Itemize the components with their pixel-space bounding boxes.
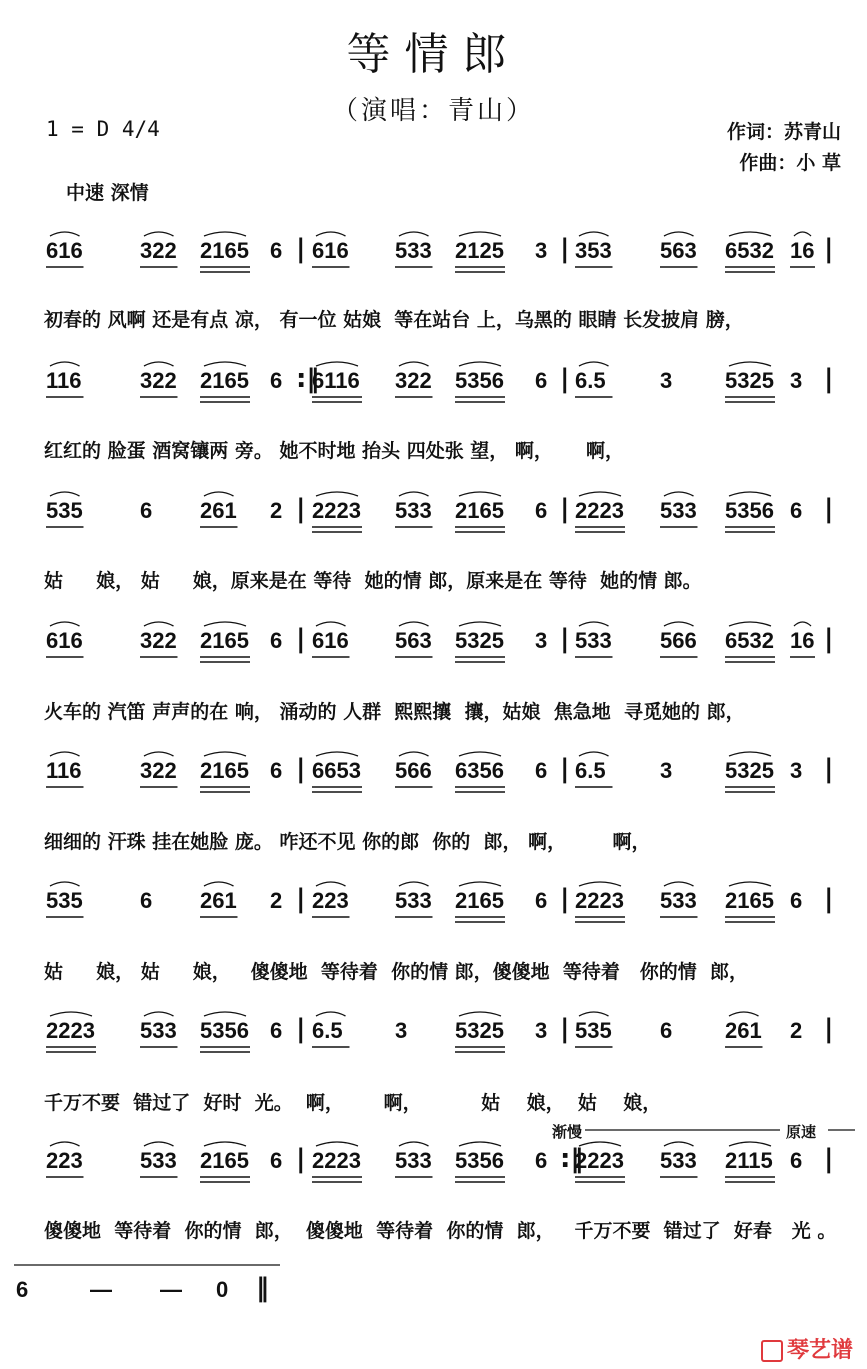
slur-arc	[316, 882, 346, 886]
note-group: 261	[200, 888, 237, 913]
note-group: 261	[725, 1018, 762, 1043]
slur-arc	[579, 232, 609, 236]
note-group: 6	[270, 1018, 283, 1043]
note-group: 3	[395, 1018, 408, 1043]
barline: |	[560, 884, 570, 914]
tempo-marking: 中速 深情	[66, 182, 149, 204]
note-group: 2	[270, 888, 283, 913]
note-group: 533	[395, 888, 432, 913]
slur-arc	[399, 882, 429, 886]
slur-arc	[144, 622, 174, 626]
note-group: 223	[46, 1148, 83, 1173]
barline: ‖	[256, 1273, 269, 1303]
slur-arc	[579, 882, 621, 886]
slur-arc	[729, 622, 771, 626]
note-group: 6	[660, 1018, 673, 1043]
note-group: 6	[16, 1277, 29, 1302]
note-group: 533	[660, 1148, 697, 1173]
lyric-line: 火车的 汽笛 声声的在 响， 涌动的 人群 熙熙攘 攘，姑娘 焦急地 寻觅她的 郎，	[44, 701, 745, 723]
note-group: 2165	[725, 888, 774, 913]
note-group: 3	[535, 1018, 548, 1043]
note-group: 6	[140, 498, 153, 523]
slur-arc	[316, 492, 358, 496]
note-group: 2115	[725, 1148, 773, 1173]
note-group: 5325	[455, 1018, 504, 1043]
note-group: 535	[46, 498, 83, 523]
note-group: 533	[660, 498, 697, 523]
barline: |	[560, 494, 570, 524]
note-group: 322	[140, 368, 177, 393]
note-group: 322	[395, 368, 432, 393]
note-group: 6.5	[575, 368, 606, 393]
slur-arc	[664, 232, 694, 236]
note-group: 223	[312, 888, 349, 913]
barline: |	[824, 884, 834, 914]
barline: |	[824, 364, 834, 394]
note-group: 3	[790, 368, 803, 393]
note-group: 5325	[725, 758, 774, 783]
barline: |	[560, 754, 570, 784]
note-group: 566	[395, 758, 432, 783]
song-title: 等情郎	[346, 29, 521, 80]
slur-arc	[204, 232, 246, 236]
barline: |	[824, 624, 834, 654]
note-group: 6	[535, 888, 548, 913]
lyric-line: 傻傻地 等待着 你的情 郎， 傻傻地 等待着 你的情 郎， 千万不要 错过了 好春 光 。	[44, 1220, 837, 1242]
slur-arc	[50, 232, 80, 236]
slur-arc	[316, 232, 346, 236]
note-group: 2165	[200, 1148, 249, 1173]
note-group: 2165	[455, 498, 504, 523]
note-group: 2	[270, 498, 283, 523]
slur-arc	[144, 1012, 174, 1016]
note-group: 6	[535, 498, 548, 523]
slur-arc	[144, 752, 174, 756]
slur-arc	[579, 752, 609, 756]
note-group: 5325	[725, 368, 774, 393]
note-group: 16	[790, 628, 815, 653]
slur-arc	[50, 362, 80, 366]
slur-arc	[399, 622, 429, 626]
note-group: 5356	[455, 368, 504, 393]
slur-arc	[459, 362, 501, 366]
note-group: 2223	[575, 498, 624, 523]
note-group: 3	[535, 628, 548, 653]
barline: |	[824, 234, 834, 264]
slur-arc	[399, 232, 429, 236]
note-group: 3	[660, 368, 673, 393]
barline: |	[296, 1144, 306, 1174]
slur-arc	[50, 752, 80, 756]
note-group: 6	[270, 368, 283, 393]
note-group: 616	[312, 628, 349, 653]
barline: |	[296, 1014, 306, 1044]
note-group: 6	[270, 238, 283, 263]
lyric-line: 千万不要 错过了 好时 光。 啊， 啊， 姑 娘， 姑 娘，	[44, 1092, 662, 1114]
barline: |	[824, 494, 834, 524]
note-group: 5356	[200, 1018, 249, 1043]
slur-arc	[144, 232, 174, 236]
note-group: 116	[46, 368, 82, 393]
note-group: 3	[535, 238, 548, 263]
slur-arc	[399, 752, 429, 756]
note-group: 5325	[455, 628, 504, 653]
barline: |	[824, 754, 834, 784]
note-group: 566	[660, 628, 697, 653]
note-group: 6	[140, 888, 153, 913]
note-group: 2165	[200, 368, 249, 393]
barline: |	[560, 1014, 570, 1044]
slur-arc	[399, 1142, 429, 1146]
tempo-slow-marking: 渐慢	[552, 1123, 583, 1141]
note-group: 2223	[312, 498, 361, 523]
note-group: 6532	[725, 238, 774, 263]
note-group: 533	[395, 238, 432, 263]
slur-arc	[579, 1012, 609, 1016]
note-group: 2165	[200, 758, 249, 783]
barline: |	[560, 364, 570, 394]
note-group: 6	[790, 888, 803, 913]
note-group: 535	[575, 1018, 612, 1043]
barline: |	[560, 234, 570, 264]
slur-arc	[729, 232, 771, 236]
barline: :‖	[296, 364, 320, 394]
slur-arc	[144, 1142, 174, 1146]
note-group: 6.5	[312, 1018, 343, 1043]
note-group: 5356	[455, 1148, 504, 1173]
note-group: 5356	[725, 498, 774, 523]
note-group: 2165	[200, 238, 249, 263]
slur-arc	[459, 232, 501, 236]
slur-arc	[579, 492, 621, 496]
note-group: 533	[395, 1148, 432, 1173]
note-group: 2223	[46, 1018, 95, 1043]
note-group: 353	[575, 238, 612, 263]
slur-arc	[144, 362, 174, 366]
slur-arc	[399, 362, 429, 366]
lyric-line: 红红的 脸蛋 酒窝镶两 旁。 她不时地 抬头 四处张 望， 啊， 啊，	[44, 440, 624, 462]
barline: :‖	[560, 1144, 584, 1174]
note-group: 261	[200, 498, 237, 523]
note-group: 533	[660, 888, 697, 913]
slur-arc	[729, 882, 771, 886]
slur-arc	[729, 1142, 771, 1146]
lyric-line: 初春的 风啊 还是有点 凉， 有一位 姑娘 等在站台 上，乌黑的 眼睛 长发披肩 膀，	[44, 309, 744, 331]
note-group: 0	[216, 1277, 229, 1302]
note-group: 616	[312, 238, 349, 263]
slur-arc	[664, 1142, 694, 1146]
lyric-line: 姑 娘， 姑 娘， 傻傻地 等待着 你的情 郎，傻傻地 等待着 你的情 郎，	[44, 961, 748, 983]
lyric-line: 姑 娘， 姑 娘，原来是在 等待 她的情 郎，原来是在 等待 她的情 郎。	[44, 570, 702, 592]
note-group: 6	[270, 1148, 283, 1173]
slur-arc	[729, 492, 771, 496]
slur-arc	[729, 752, 771, 756]
note-group: 563	[660, 238, 697, 263]
note-group: —	[90, 1277, 112, 1302]
note-group: 2223	[575, 1148, 624, 1173]
slur-arc	[50, 1012, 92, 1016]
note-group: 6	[790, 1148, 803, 1173]
slur-arc	[204, 492, 234, 496]
note-group: 322	[140, 628, 177, 653]
slur-arc	[579, 622, 609, 626]
note-group: 6116	[312, 368, 360, 393]
note-group: 6	[270, 628, 283, 653]
note-group: 6	[535, 368, 548, 393]
slur-arc	[204, 362, 246, 366]
note-group: 6356	[455, 758, 504, 783]
note-group: 563	[395, 628, 432, 653]
note-group: 6	[535, 758, 548, 783]
slur-arc	[794, 622, 811, 626]
note-group: 322	[140, 758, 177, 783]
note-group: 2	[790, 1018, 803, 1043]
slur-arc	[50, 1142, 80, 1146]
slur-arc	[204, 1142, 246, 1146]
barline: |	[560, 624, 570, 654]
note-group: 6	[535, 1148, 548, 1173]
slur-arc	[729, 1012, 759, 1016]
note-group: 2125	[455, 238, 504, 263]
slur-arc	[459, 1012, 501, 1016]
slur-arc	[794, 232, 811, 236]
slur-arc	[316, 362, 358, 366]
note-group: 2165	[200, 628, 249, 653]
slur-arc	[664, 492, 694, 496]
lyricist-credit: 作词：苏青山	[726, 121, 841, 143]
barline: |	[296, 884, 306, 914]
note-group: 116	[46, 758, 82, 783]
lyric-line: 细细的 汗珠 挂在她脸 庞。 咋还不见 你的郎 你的 郎， 啊， 啊，	[44, 831, 651, 853]
slur-arc	[204, 1012, 246, 1016]
barline: |	[296, 624, 306, 654]
note-group: 6	[270, 758, 283, 783]
composer-credit: 作曲：小 草	[739, 152, 841, 174]
slur-arc	[579, 1142, 621, 1146]
slur-arc	[399, 492, 429, 496]
note-group: 3	[660, 758, 673, 783]
note-group: 533	[395, 498, 432, 523]
slur-arc	[204, 882, 234, 886]
slur-arc	[204, 752, 246, 756]
slur-arc	[316, 1012, 346, 1016]
slur-arc	[459, 882, 501, 886]
slur-arc	[204, 622, 246, 626]
slur-arc	[459, 752, 501, 756]
slur-arc	[316, 622, 346, 626]
note-group: 2165	[455, 888, 504, 913]
note-group: —	[160, 1277, 182, 1302]
slur-arc	[459, 1142, 501, 1146]
note-group: 16	[790, 238, 815, 263]
slur-arc	[459, 622, 501, 626]
note-group: 3	[790, 758, 803, 783]
note-group: 2223	[575, 888, 624, 913]
note-group: 6.5	[575, 758, 606, 783]
slur-arc	[50, 882, 80, 886]
logo-text: 琴艺谱	[786, 1338, 853, 1363]
note-group: 6653	[312, 758, 361, 783]
barline: |	[824, 1014, 834, 1044]
slur-arc	[316, 1142, 358, 1146]
key-signature: 1 = D 4/4	[46, 117, 160, 141]
note-group: 533	[140, 1148, 177, 1173]
note-group: 533	[575, 628, 612, 653]
slur-arc	[664, 622, 694, 626]
note-group: 533	[140, 1018, 177, 1043]
slur-arc	[579, 362, 609, 366]
note-group: 322	[140, 238, 177, 263]
note-group: 616	[46, 628, 83, 653]
barline: |	[296, 494, 306, 524]
slur-arc	[664, 882, 694, 886]
slur-arc	[50, 622, 80, 626]
barline: |	[824, 1144, 834, 1174]
slur-arc	[729, 362, 771, 366]
slur-arc	[50, 492, 80, 496]
slur-arc	[459, 492, 501, 496]
note-group: 535	[46, 888, 83, 913]
note-group: 2223	[312, 1148, 361, 1173]
note-group: 616	[46, 238, 83, 263]
barline: |	[296, 234, 306, 264]
note-group: 6532	[725, 628, 774, 653]
tempo-resume-marking: 原速	[786, 1123, 817, 1141]
note-group: 6	[790, 498, 803, 523]
barline: |	[296, 754, 306, 784]
slur-arc	[316, 752, 358, 756]
song-performer: （演唱：青山）	[331, 96, 535, 126]
